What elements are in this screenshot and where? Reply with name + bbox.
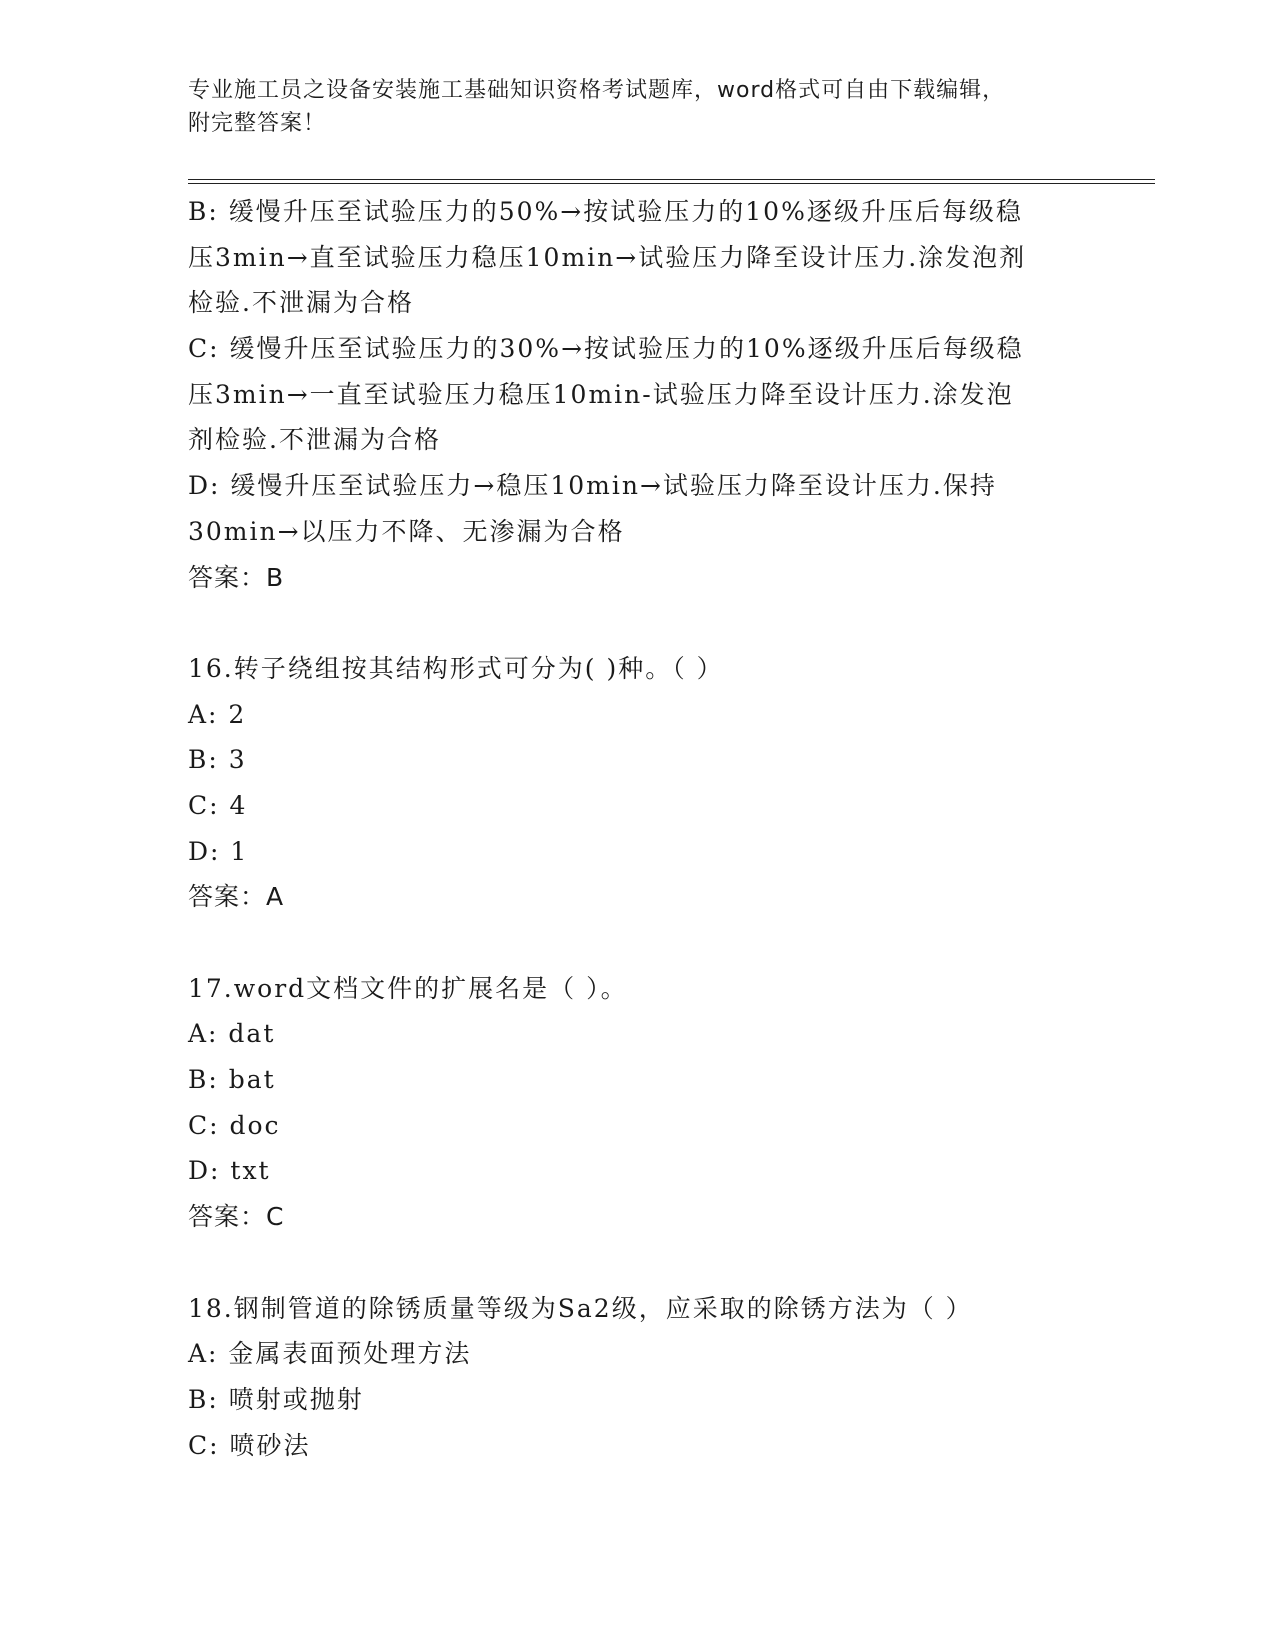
spacer (188, 1240, 1088, 1286)
header-divider-bottom (188, 183, 1155, 184)
option-c: C: 4 (188, 790, 248, 820)
answer-label: 答案：A (188, 882, 285, 912)
option-line: 剂检验.不泄漏为合格 (188, 425, 441, 455)
option-line: 压3min→直至试验压力稳压10min→试验压力降至设计压力.涂发泡剂 (188, 242, 1027, 272)
option-line: 30min→以压力不降、无渗漏为合格 (188, 516, 625, 546)
question-18 (188, 1286, 1088, 1469)
answer-label: 答案：B (188, 562, 285, 592)
question-text: 18.钢制管道的除锈质量等级为Sa2级，应采取的除锈方法为（ ） (188, 1293, 973, 1323)
question-text: 16.转子绕组按其结构形式可分为( )种。（ ） (188, 653, 724, 683)
spacer (188, 920, 1088, 966)
option-line: 压3min→一直至试验压力稳压10min-试验压力降至设计压力.涂发泡 (188, 379, 1014, 409)
option-c: C: doc (188, 1110, 281, 1140)
header-divider-top (188, 179, 1155, 180)
answer-label: 答案：C (188, 1202, 285, 1232)
spacer (188, 600, 1088, 646)
header-line-1: 专业施工员之设备安装施工基础知识资格考试题库，word格式可自由下载编辑， (188, 78, 1006, 103)
option-b: B: 3 (188, 745, 247, 775)
option-d (188, 463, 1088, 554)
option-d: D: 1 (188, 836, 249, 866)
option-b: B: bat (188, 1065, 276, 1095)
question-text: 17.word文档文件的扩展名是（ ）。 (188, 973, 628, 1003)
option-a: A: 金属表面预处理方法 (188, 1339, 472, 1369)
document-body (188, 189, 1088, 1468)
question-16 (188, 646, 1088, 920)
option-b: B: 喷射或抛射 (188, 1384, 364, 1414)
option-line: B: 缓慢升压至试验压力的50%→按试验压力的10%逐级升压后每级稳 (188, 197, 1023, 226)
header-line-2: 附完整答案！ (188, 111, 327, 136)
option-d: D: txt (188, 1156, 271, 1186)
document-header (188, 74, 1068, 140)
option-line: 检验.不泄漏为合格 (188, 288, 414, 318)
option-line: D: 缓慢升压至试验压力→稳压10min→试验压力降至设计压力.保持 (188, 471, 997, 501)
option-a: A: dat (188, 1019, 276, 1049)
question-17 (188, 966, 1088, 1240)
option-c (188, 326, 1088, 463)
option-a: A: 2 (188, 699, 247, 729)
option-c: C: 喷砂法 (188, 1430, 311, 1460)
option-b (188, 189, 1088, 326)
question-15-continued (188, 189, 1088, 600)
option-line: C: 缓慢升压至试验压力的30%→按试验压力的10%逐级升压后每级稳 (188, 334, 1024, 364)
